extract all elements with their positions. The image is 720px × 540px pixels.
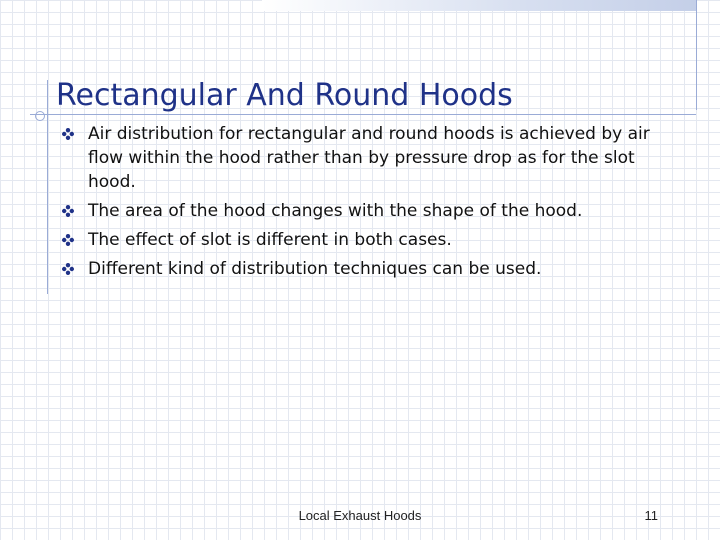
bullet-item	[62, 199, 662, 223]
bullet-item	[62, 228, 662, 252]
bullet-item	[62, 122, 662, 194]
right-vertical-rule	[696, 0, 697, 110]
diamond-dots-bullet-icon	[62, 205, 74, 217]
crosshair-circle-icon	[34, 110, 46, 122]
diamond-dots-bullet-icon	[62, 234, 74, 246]
bullet-text: The effect of slot is different in both cases.	[88, 230, 452, 250]
slide-title: Rectangular And Round Hoods	[56, 78, 513, 113]
footer-title: Local Exhaust Hoods	[298, 508, 422, 523]
bullet-list	[62, 122, 662, 286]
top-gradient-bar	[262, 0, 696, 11]
diamond-dots-bullet-icon	[62, 263, 74, 275]
diamond-dots-bullet-icon	[62, 128, 74, 140]
page-number: 11	[644, 508, 658, 523]
bullet-item	[62, 257, 662, 281]
bullet-text: Air distribution for rectangular and round hoods is achieved by air flow within the hood rather than by pressure drop as for the slot hood.	[88, 124, 650, 192]
bullet-text: The area of the hood changes with the shape of the hood.	[88, 201, 583, 221]
left-vertical-rule	[47, 80, 48, 294]
bullet-text: Different kind of distribution techniques can be used.	[88, 259, 542, 279]
